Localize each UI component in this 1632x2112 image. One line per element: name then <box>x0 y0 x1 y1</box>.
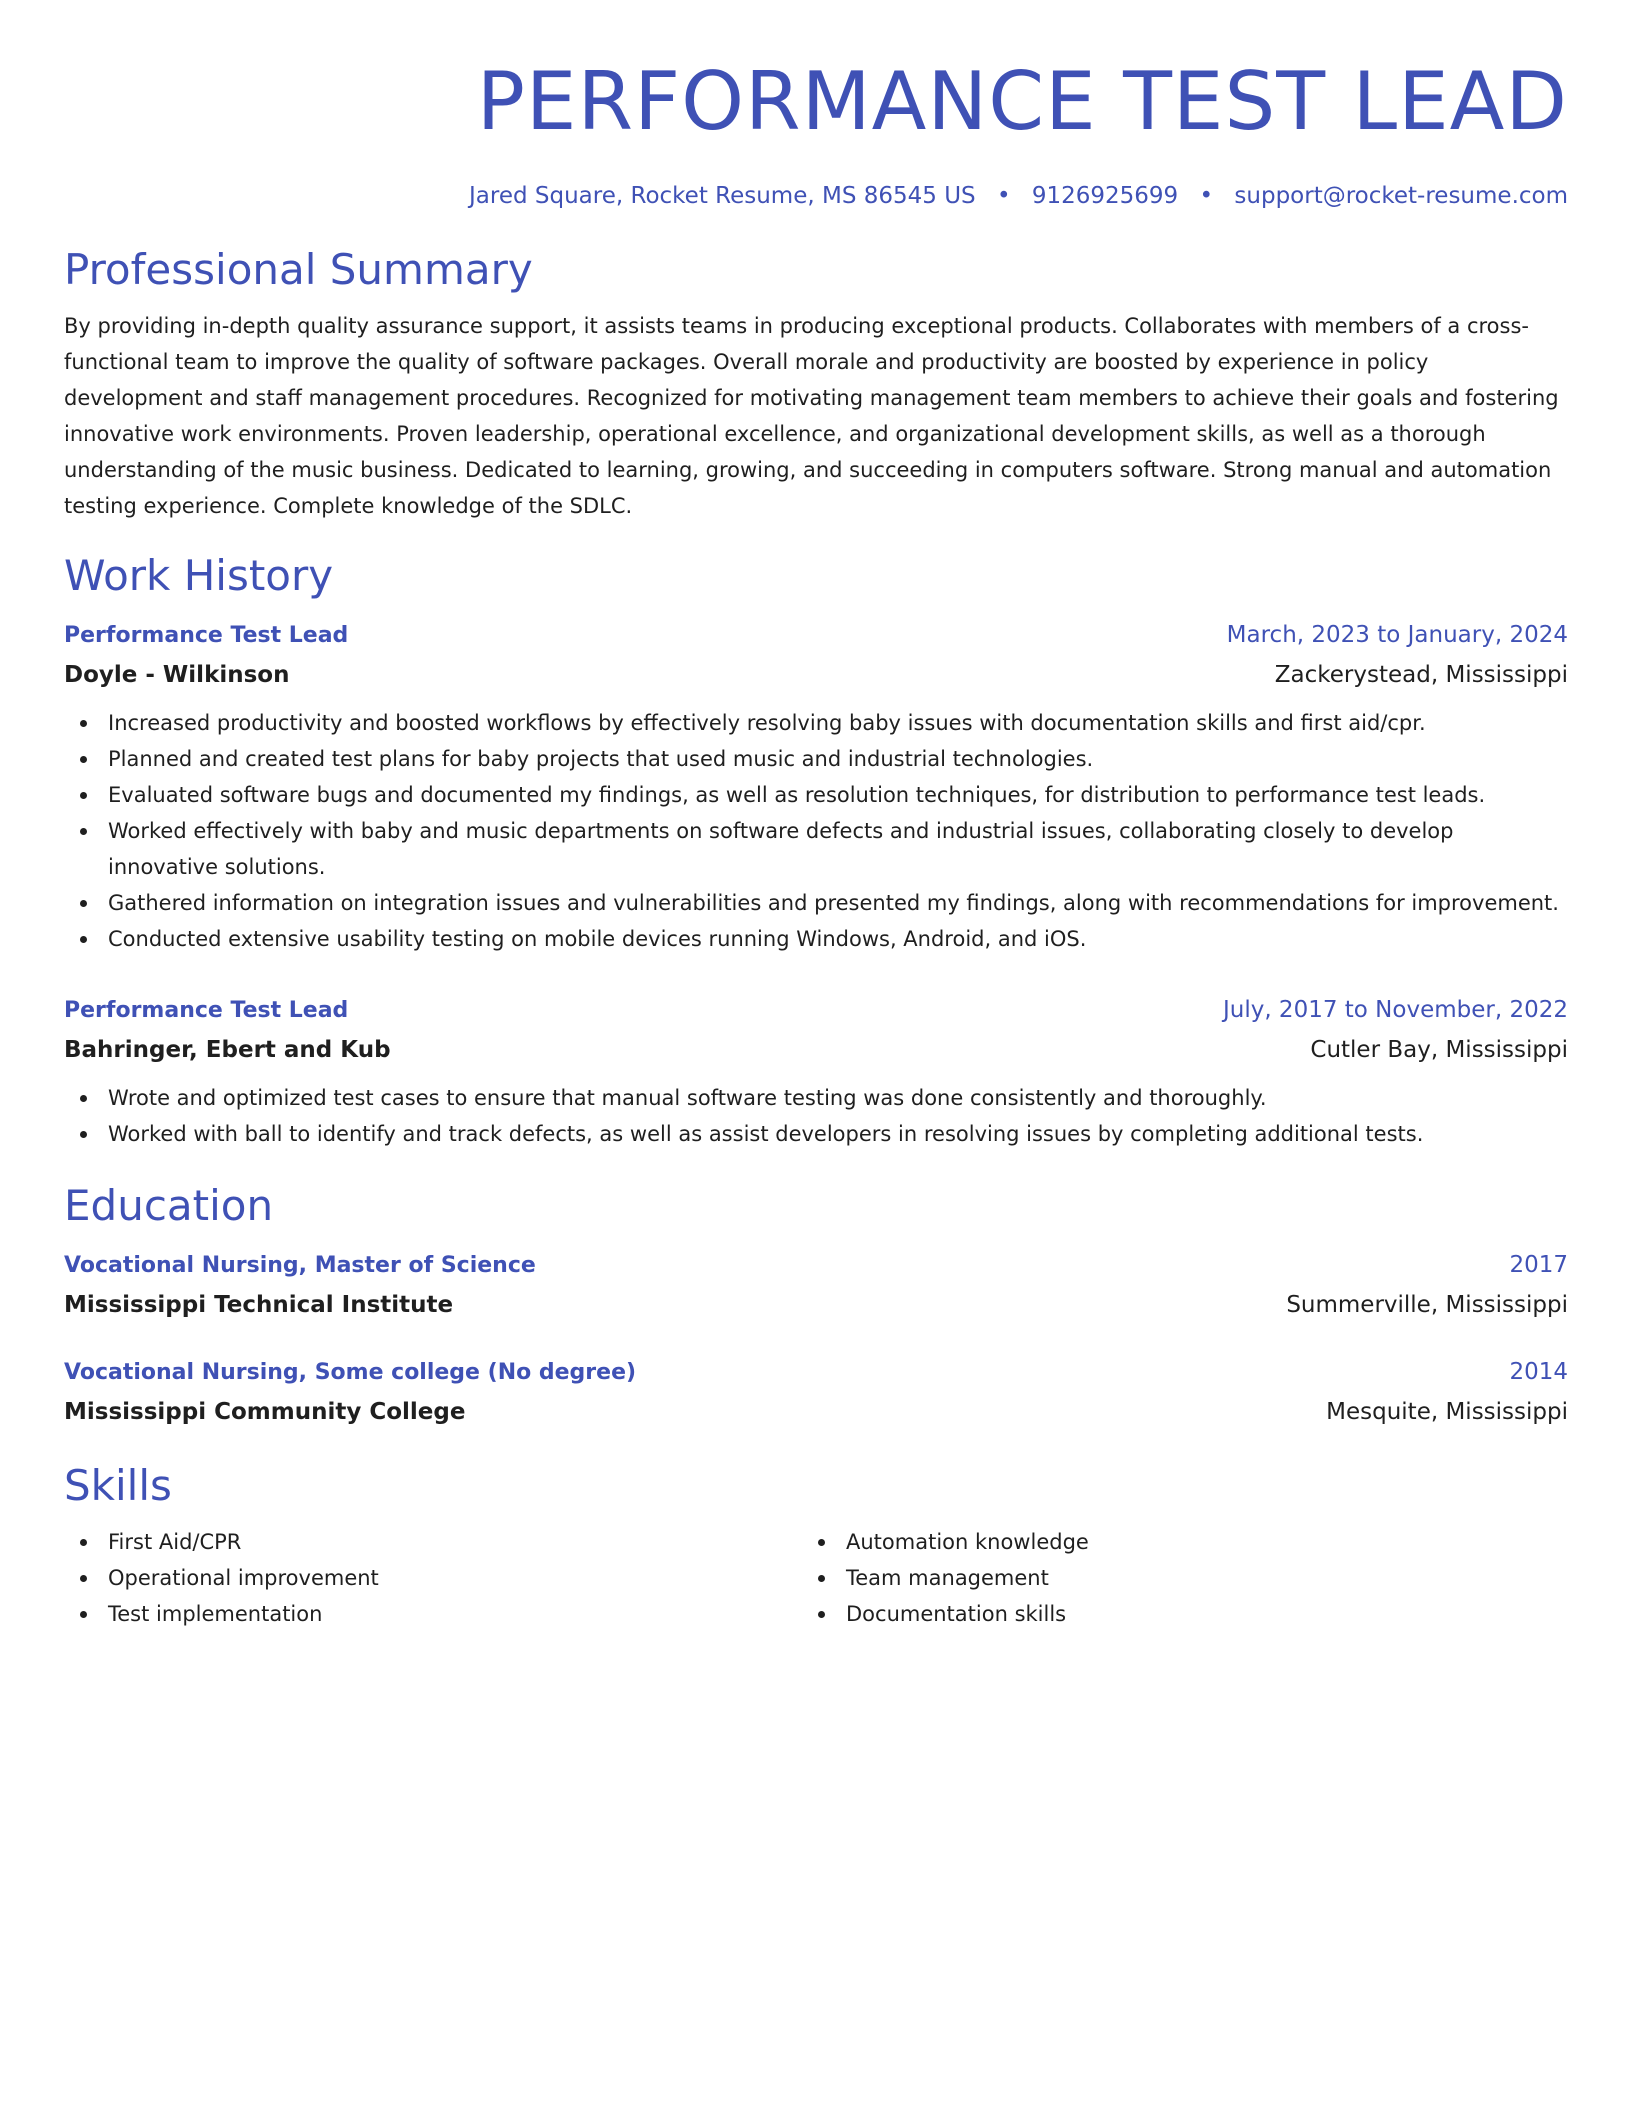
contact-email: support@rocket-resume.com <box>1234 183 1568 209</box>
skill-text: First Aid/CPR <box>108 1530 242 1554</box>
education-location: Summerville, Mississippi <box>1286 1292 1568 1318</box>
bullet-dot-icon <box>80 900 87 907</box>
contact-separator: • <box>1199 183 1214 209</box>
education-school: Mississippi Technical Institute <box>64 1292 454 1318</box>
job-location: Cutler Bay, Mississippi <box>1310 1037 1568 1063</box>
job-bullets <box>64 1080 1568 1152</box>
contact-address: Jared Square, Rocket Resume, MS 86545 US <box>469 183 976 209</box>
summary-section <box>64 244 1568 524</box>
job-bullet <box>64 1116 1568 1152</box>
summary-heading: Professional Summary <box>64 245 533 294</box>
job-bullet-text: Worked effectively with baby and music departments on software defects and industrial issues, collaborating closely to develop innovative solutions. <box>108 819 1454 879</box>
job-entry <box>64 616 1568 957</box>
contact-separator: • <box>996 183 1011 209</box>
job-bullet-text: Wrote and optimized test cases to ensure that manual software testing was done consistently and thoroughly. <box>108 1086 1267 1110</box>
bullet-dot-icon <box>80 720 87 727</box>
skill-text: Team management <box>846 1566 1049 1590</box>
work-history-section <box>64 550 1568 1152</box>
bullet-dot-icon <box>80 792 87 799</box>
skills-column-right <box>802 1524 1540 1632</box>
skill-item <box>64 1596 802 1632</box>
job-entry <box>64 991 1568 1152</box>
skill-text: Automation knowledge <box>846 1530 1089 1554</box>
job-bullet-text: Increased productivity and boosted workflows by effectively resolving baby issues with documentation skills and first aid/cpr. <box>108 711 1426 735</box>
resume-title: PERFORMANCE TEST LEAD <box>476 55 1568 148</box>
job-bullets <box>64 705 1568 957</box>
education-heading: Education <box>64 1181 274 1230</box>
job-bullet <box>64 885 1568 921</box>
job-bullet-text: Planned and created test plans for baby projects that used music and industrial technologies. <box>108 747 1094 771</box>
bullet-dot-icon <box>80 1539 87 1546</box>
job-title: Performance Test Lead <box>64 623 349 648</box>
bullet-dot-icon <box>80 756 87 763</box>
job-bullet-text: Evaluated software bugs and documented my findings, as well as resolution techniques, for distribution to performance test leads. <box>108 783 1486 807</box>
job-bullet <box>64 777 1568 813</box>
bullet-dot-icon <box>80 1095 87 1102</box>
skill-text: Operational improvement <box>108 1566 379 1590</box>
education-year: 2017 <box>1509 1252 1568 1278</box>
education-location: Mesquite, Mississippi <box>1326 1399 1568 1425</box>
job-bullet-text: Gathered information on integration issues and vulnerabilities and presented my findings, along with recommendations for improvement. <box>108 891 1559 915</box>
job-title: Performance Test Lead <box>64 998 349 1023</box>
job-dates: July, 2017 to November, 2022 <box>1222 997 1568 1023</box>
skills-grid <box>64 1524 1568 1632</box>
contact-phone: 9126925699 <box>1031 183 1179 209</box>
job-bullet-text: Conducted extensive usability testing on mobile devices running Windows, Android, and iOS. <box>108 927 1087 951</box>
skills-column-left <box>64 1524 802 1632</box>
bullet-dot-icon <box>80 1131 87 1138</box>
education-entry <box>64 1246 1568 1325</box>
summary-text: By providing in-depth quality assurance support, it assists teams in producing exceptional products. Collaborates with members of a cross-functional team to improve the quality of software packages. Overall morale and productivity are boosted by experience in policy development and staff management procedures. Recognized for motivating management team members to achieve their goals and fostering innovative work environments. Proven leadership, operational excellence, and organizational development skills, as well as a thorough understanding of the music business. Dedicated to learning, growing, and succeeding in computers software. Strong manual and automation testing experience. Complete knowledge of the SDLC. <box>64 314 1559 518</box>
job-bullet <box>64 705 1568 741</box>
education-school: Mississippi Community College <box>64 1399 466 1425</box>
education-degree: Vocational Nursing, Master of Science <box>64 1253 536 1278</box>
skill-item <box>802 1524 1540 1560</box>
education-degree: Vocational Nursing, Some college (No degree) <box>64 1360 637 1385</box>
skills-heading: Skills <box>64 1461 172 1510</box>
resume-header <box>64 54 1568 212</box>
job-company: Bahringer, Ebert and Kub <box>64 1037 391 1063</box>
job-dates: March, 2023 to January, 2024 <box>1226 622 1568 648</box>
contact-line <box>64 180 1568 212</box>
skill-text: Documentation skills <box>846 1602 1067 1626</box>
bullet-dot-icon <box>80 1611 87 1618</box>
job-bullet-text: Worked with ball to identify and track defects, as well as assist developers in resolving issues by completing additional tests. <box>108 1122 1424 1146</box>
work-history-heading: Work History <box>64 551 334 600</box>
skill-item <box>64 1560 802 1596</box>
bullet-dot-icon <box>80 936 87 943</box>
job-bullet <box>64 921 1568 957</box>
job-bullet <box>64 741 1568 777</box>
job-bullet <box>64 813 1568 885</box>
skills-section <box>64 1460 1568 1632</box>
bullet-dot-icon <box>818 1611 825 1618</box>
skill-item <box>802 1596 1540 1632</box>
skill-item <box>64 1524 802 1560</box>
bullet-dot-icon <box>818 1539 825 1546</box>
education-entry <box>64 1353 1568 1432</box>
bullet-dot-icon <box>80 1575 87 1582</box>
job-location: Zackerystead, Mississippi <box>1274 662 1568 688</box>
job-company: Doyle - Wilkinson <box>64 662 290 688</box>
bullet-dot-icon <box>818 1575 825 1582</box>
bullet-dot-icon <box>80 828 87 835</box>
job-bullet <box>64 1080 1568 1116</box>
education-section <box>64 1180 1568 1432</box>
skill-text: Test implementation <box>108 1602 323 1626</box>
education-year: 2014 <box>1509 1359 1568 1385</box>
skill-item <box>802 1560 1540 1596</box>
